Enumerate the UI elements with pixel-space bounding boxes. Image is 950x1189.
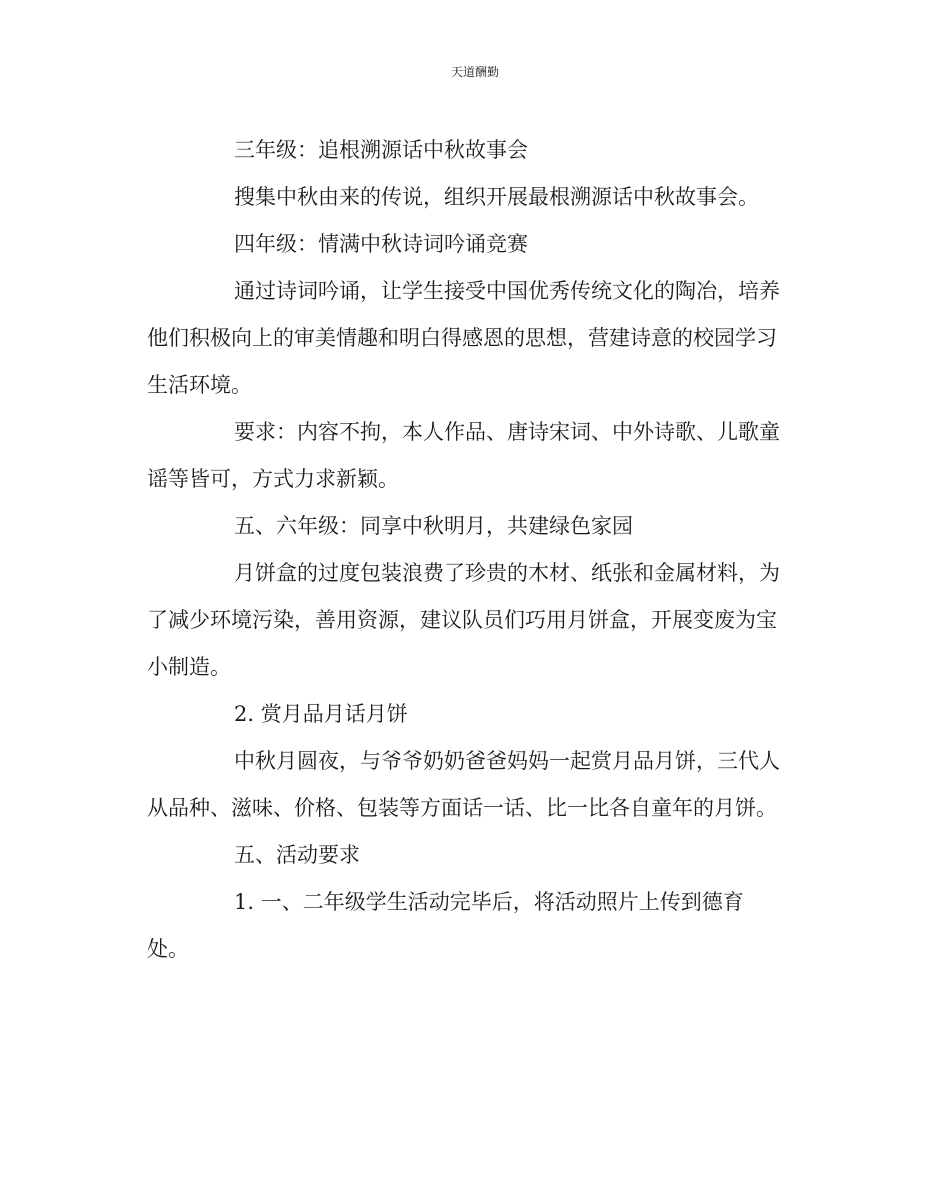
text-line: 四年级：情满中秋诗词吟诵竞赛 [234,232,528,256]
paragraph-grade56-title [147,503,807,550]
paragraph-mooncake-desc [147,738,807,832]
text-line: 处。 [147,937,189,961]
text-line: 了减少环境污染，善用资源，建议队员们巧用月饼盒，开展变废为宝 [147,608,777,632]
text-line: 月饼盒的过度包装浪费了珍贵的木材、纸张和金属材料，为 [234,561,780,585]
text-line: 搜集中秋由来的传说，组织开展最根溯源话中秋故事会。 [234,185,759,209]
text-line: 2. 赏月品月话月饼 [234,702,408,726]
paragraph-grade3-desc [147,174,807,221]
document-body [147,127,807,973]
paragraph-grade4-requirements [147,409,807,503]
text-line: 1. 一、二年级学生活动完毕后，将活动照片上传到德育 [234,890,744,914]
paragraph-activity-requirements-title [147,832,807,879]
text-line: 小制造。 [147,655,231,679]
paragraph-grade56-desc [147,550,807,691]
text-line: 谣等皆可，方式力求新颖。 [147,467,399,491]
paragraph-grade3-title [147,127,807,174]
text-line: 要求：内容不拘，本人作品、唐诗宋词、中外诗歌、儿歌童 [234,420,780,444]
paragraph-grade4-title [147,221,807,268]
paragraph-activity-requirements-item1 [147,879,807,973]
text-line: 生活环境。 [147,373,252,397]
paragraph-grade4-desc [147,268,807,409]
text-line: 五、活动要求 [234,843,360,867]
text-line: 三年级：追根溯源话中秋故事会 [234,138,528,162]
paragraph-mooncake-title [147,691,807,738]
text-line: 通过诗词吟诵，让学生接受中国优秀传统文化的陶冶，培养 [234,279,780,303]
text-line: 五、六年级：同享中秋明月，共建绿色家园 [234,514,633,538]
text-line: 从品种、滋味、价格、包装等方面话一话、比一比各自童年的月饼。 [147,796,777,820]
text-line: 中秋月圆夜，与爷爷奶奶爸爸妈妈一起赏月品月饼，三代人 [234,749,780,773]
text-line: 他们积极向上的审美情趣和明白得感恩的思想，营建诗意的校园学习 [147,326,777,350]
page-header: 天道酬勤 [450,65,499,79]
